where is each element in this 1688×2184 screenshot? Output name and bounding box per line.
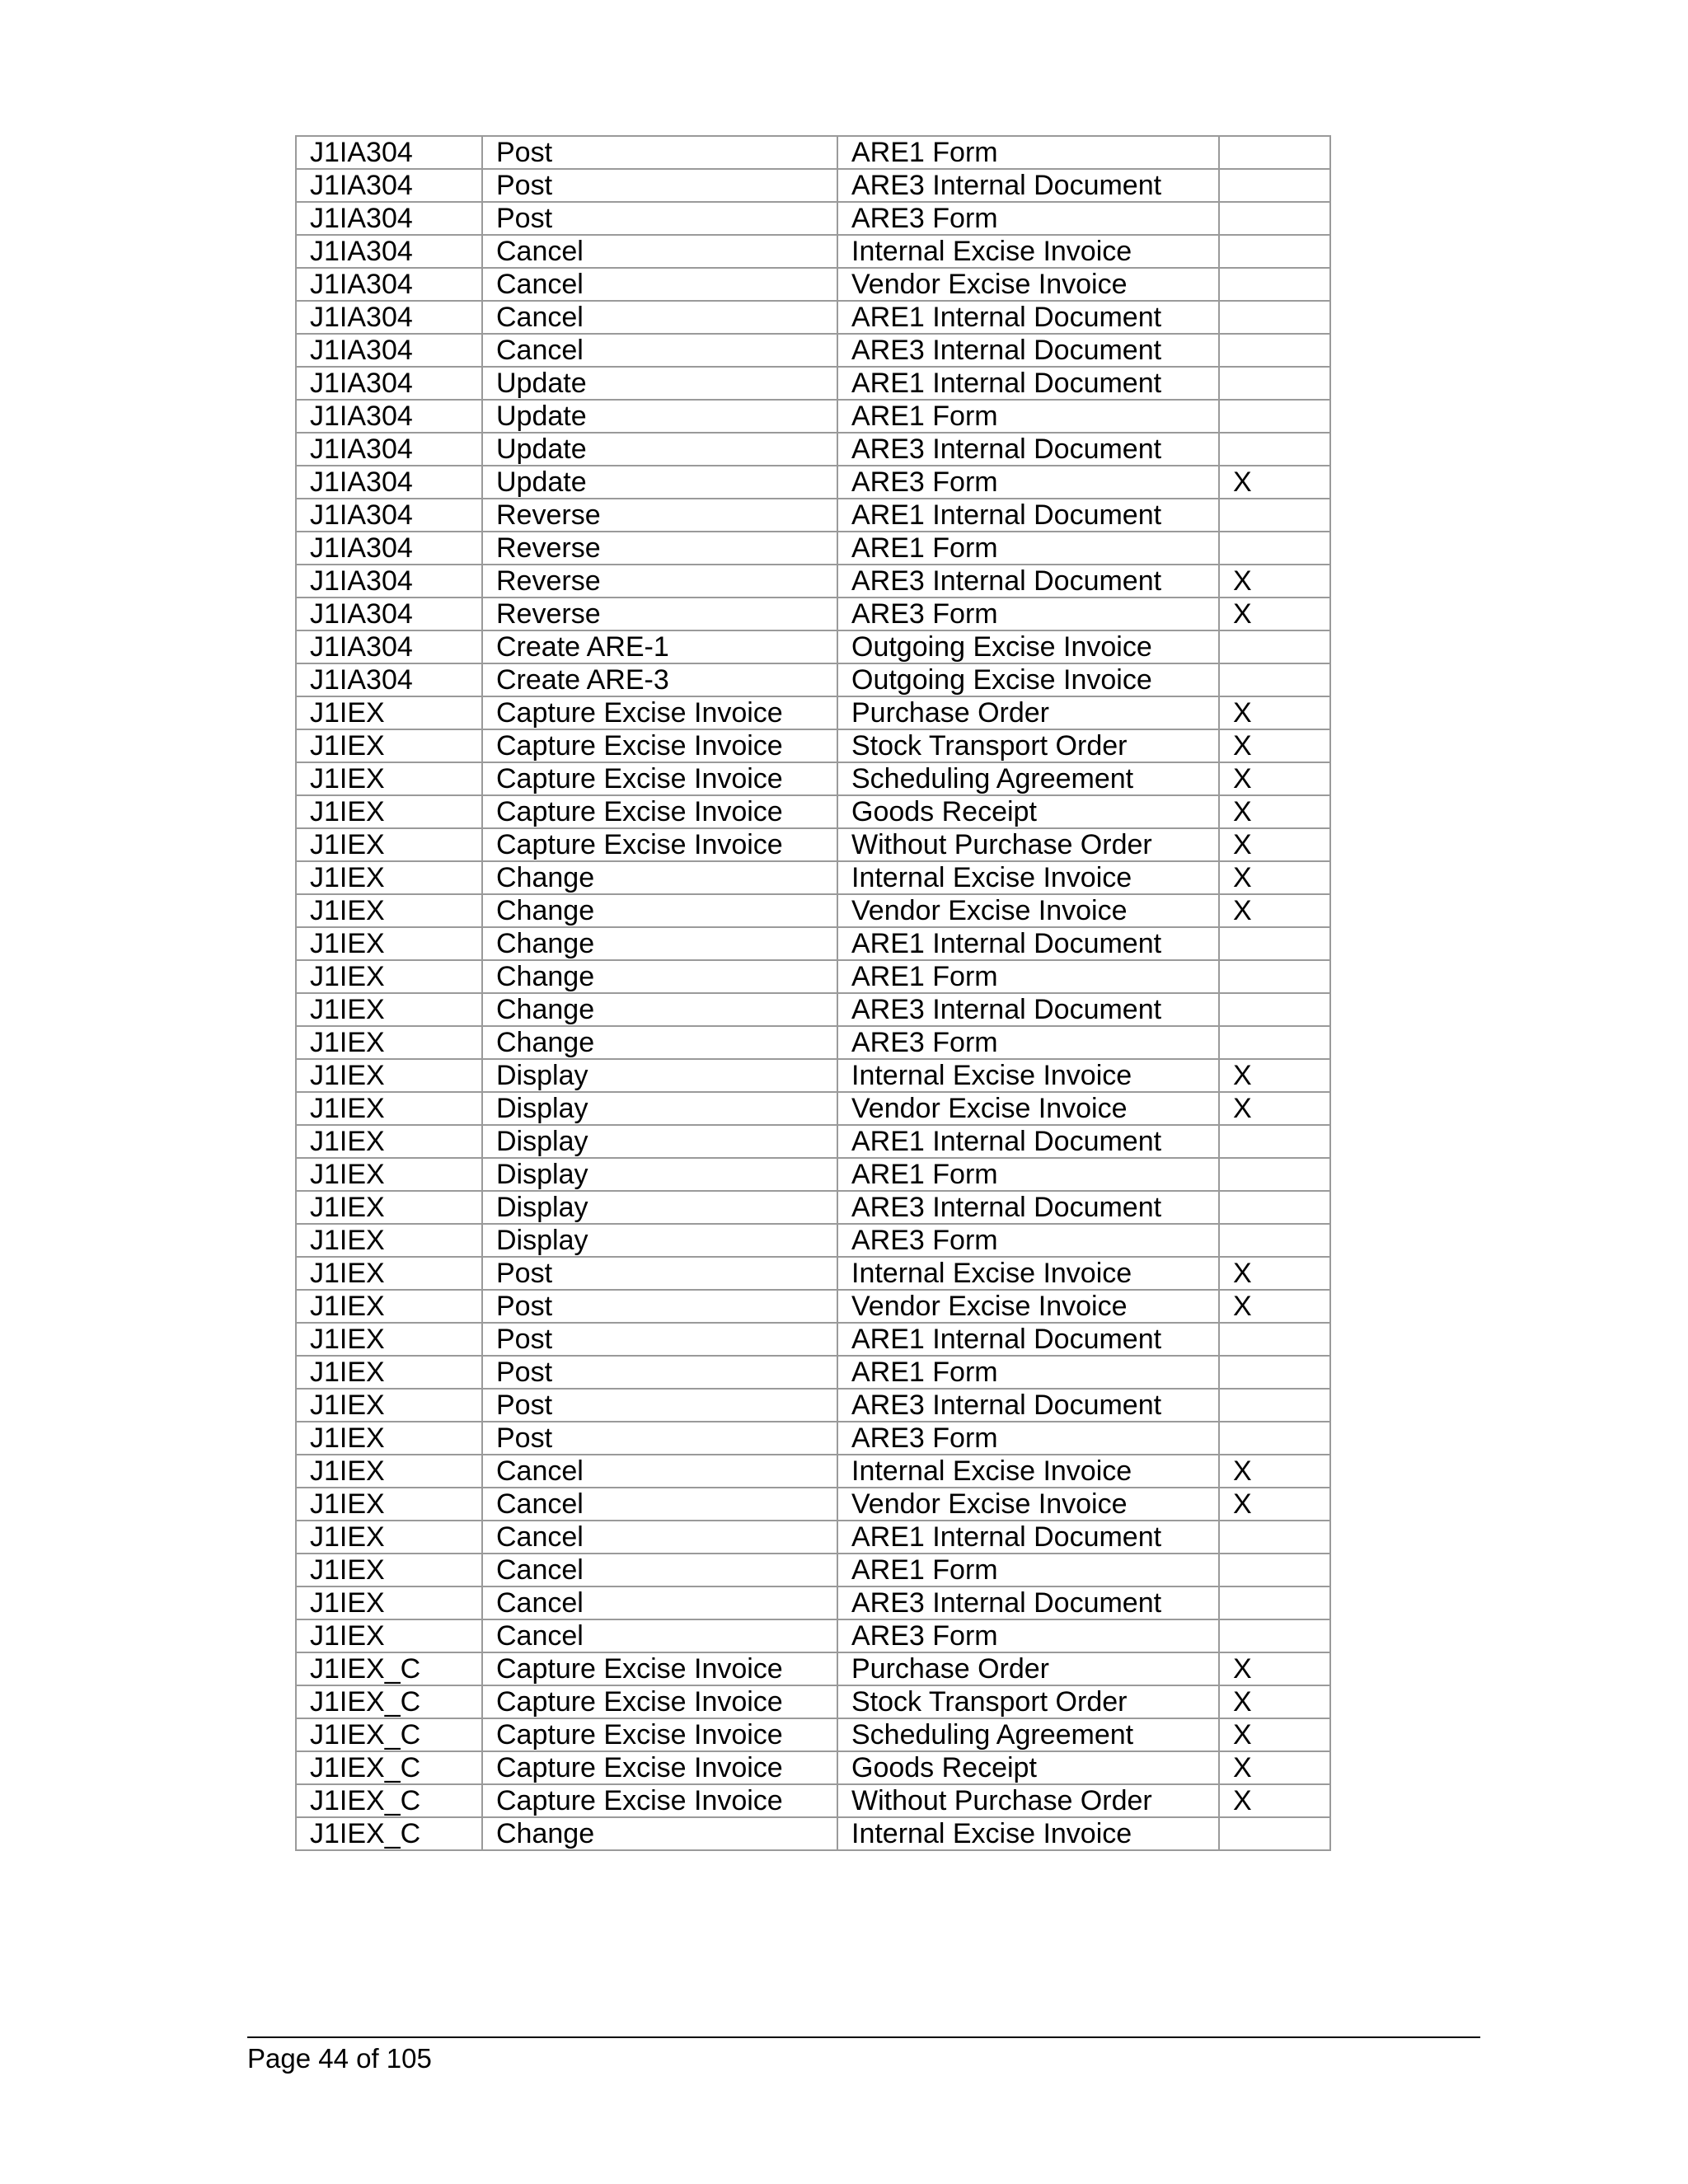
document-type-cell: ARE3 Internal Document [837,1586,1219,1619]
flag-cell: X [1219,1685,1330,1718]
transaction-code-cell: J1IA304 [296,367,482,400]
action-cell: Reverse [482,598,837,630]
action-cell: Capture Excise Invoice [482,795,837,828]
document-type-cell: Internal Excise Invoice [837,1257,1219,1290]
transaction-code-cell: J1IEX_C [296,1751,482,1784]
transaction-code-cell: J1IA304 [296,268,482,301]
transaction-code-cell: J1IEX [296,1290,482,1323]
document-type-cell: Vendor Excise Invoice [837,1488,1219,1521]
table-row [296,136,1330,169]
document-type-cell: Internal Excise Invoice [837,861,1219,894]
table-row [296,960,1330,993]
table-row [296,1356,1330,1389]
table-row [296,1257,1330,1290]
document-type-cell: ARE3 Form [837,1422,1219,1455]
document-type-cell: ARE3 Form [837,1619,1219,1652]
transaction-code-cell: J1IEX_C [296,1784,482,1817]
table-row [296,795,1330,828]
action-cell: Change [482,894,837,927]
flag-cell: X [1219,1257,1330,1290]
table-row [296,1026,1330,1059]
document-type-cell: ARE3 Internal Document [837,334,1219,367]
transaction-code-cell: J1IEX [296,1224,482,1257]
transaction-code-cell: J1IA304 [296,202,482,235]
flag-cell: X [1219,729,1330,762]
action-cell: Display [482,1191,837,1224]
table-row [296,630,1330,663]
document-type-cell: Stock Transport Order [837,729,1219,762]
document-type-cell: ARE1 Internal Document [837,927,1219,960]
flag-cell [1219,334,1330,367]
document-type-cell: ARE3 Form [837,1026,1219,1059]
table-row [296,1422,1330,1455]
flag-cell [1219,960,1330,993]
transaction-code-cell: J1IEX [296,1026,482,1059]
table-row [296,663,1330,696]
table-row [296,861,1330,894]
transaction-code-cell: J1IEX [296,1422,482,1455]
transaction-code-cell: J1IEX [296,1455,482,1488]
action-cell: Post [482,169,837,202]
document-type-cell: ARE3 Form [837,1224,1219,1257]
action-cell: Cancel [482,268,837,301]
flag-cell [1219,1158,1330,1191]
table-body [296,136,1330,1850]
flag-cell [1219,499,1330,532]
action-cell: Update [482,466,837,499]
transaction-code-cell: J1IA304 [296,630,482,663]
action-cell: Cancel [482,1554,837,1586]
document-type-cell: ARE1 Form [837,1356,1219,1389]
table-row [296,828,1330,861]
flag-cell [1219,1586,1330,1619]
transaction-code-cell: J1IEX [296,1389,482,1422]
table-row [296,1521,1330,1554]
transaction-code-cell: J1IA304 [296,334,482,367]
table-row [296,1455,1330,1488]
document-type-cell: Vendor Excise Invoice [837,268,1219,301]
action-cell: Post [482,1389,837,1422]
document-type-cell: ARE1 Form [837,136,1219,169]
flag-cell [1219,630,1330,663]
table-row [296,1059,1330,1092]
flag-cell: X [1219,762,1330,795]
table-row [296,1290,1330,1323]
table-row [296,598,1330,630]
document-type-cell: ARE1 Internal Document [837,1125,1219,1158]
document-type-cell: Stock Transport Order [837,1685,1219,1718]
action-cell: Capture Excise Invoice [482,696,837,729]
flag-cell: X [1219,795,1330,828]
action-cell: Cancel [482,1521,837,1554]
table-row [296,1488,1330,1521]
transaction-code-cell: J1IEX_C [296,1685,482,1718]
document-type-cell: Internal Excise Invoice [837,1455,1219,1488]
transaction-code-cell: J1IA304 [296,466,482,499]
action-cell: Update [482,433,837,466]
flag-cell: X [1219,1718,1330,1751]
table-row [296,202,1330,235]
flag-cell [1219,532,1330,565]
document-type-cell: ARE3 Internal Document [837,993,1219,1026]
transaction-code-cell: J1IEX [296,861,482,894]
transaction-code-cell: J1IEX [296,1356,482,1389]
transaction-code-cell: J1IEX [296,1257,482,1290]
transaction-code-cell: J1IEX [296,1554,482,1586]
document-type-cell: Scheduling Agreement [837,1718,1219,1751]
document-type-cell: ARE3 Form [837,598,1219,630]
table-row [296,1125,1330,1158]
action-cell: Reverse [482,565,837,598]
table-row [296,532,1330,565]
transaction-code-cell: J1IA304 [296,235,482,268]
flag-cell [1219,202,1330,235]
document-type-cell: ARE3 Internal Document [837,565,1219,598]
table-row [296,1389,1330,1422]
document-type-cell: Internal Excise Invoice [837,1059,1219,1092]
document-type-cell: Goods Receipt [837,1751,1219,1784]
table-row [296,1191,1330,1224]
flag-cell [1219,1619,1330,1652]
action-cell: Cancel [482,334,837,367]
transaction-code-cell: J1IEX [296,1191,482,1224]
transaction-code-cell: J1IA304 [296,301,482,334]
action-cell: Change [482,1026,837,1059]
flag-cell [1219,993,1330,1026]
transaction-code-cell: J1IA304 [296,663,482,696]
action-cell: Display [482,1059,837,1092]
flag-cell [1219,1323,1330,1356]
action-cell: Cancel [482,1586,837,1619]
action-cell: Post [482,1422,837,1455]
document-type-cell: Without Purchase Order [837,828,1219,861]
flag-cell: X [1219,1488,1330,1521]
action-cell: Post [482,1356,837,1389]
action-cell: Cancel [482,1619,837,1652]
flag-cell [1219,1356,1330,1389]
table-row [296,1092,1330,1125]
transaction-code-cell: J1IEX [296,1158,482,1191]
table-row [296,1685,1330,1718]
transaction-code-cell: J1IEX [296,1521,482,1554]
action-cell: Display [482,1224,837,1257]
transaction-code-cell: J1IEX_C [296,1718,482,1751]
document-type-cell: Purchase Order [837,696,1219,729]
footer-divider [247,2036,1480,2038]
document-type-cell: ARE1 Internal Document [837,1521,1219,1554]
action-cell: Post [482,1323,837,1356]
action-cell: Reverse [482,499,837,532]
document-type-cell: ARE1 Form [837,1158,1219,1191]
document-type-cell: ARE1 Internal Document [837,301,1219,334]
document-type-cell: ARE3 Form [837,466,1219,499]
table-row [296,235,1330,268]
table-row [296,433,1330,466]
table-row [296,1817,1330,1850]
action-cell: Change [482,861,837,894]
action-cell: Display [482,1158,837,1191]
table-row [296,400,1330,433]
transaction-code-cell: J1IEX [296,894,482,927]
table-row [296,301,1330,334]
table-row [296,1224,1330,1257]
transaction-code-cell: J1IEX [296,1125,482,1158]
flag-cell: X [1219,1455,1330,1488]
transaction-code-cell: J1IEX [296,1092,482,1125]
action-cell: Change [482,960,837,993]
action-cell: Post [482,202,837,235]
action-cell: Create ARE-3 [482,663,837,696]
action-cell: Post [482,1290,837,1323]
flag-cell [1219,268,1330,301]
table-row [296,169,1330,202]
flag-cell [1219,400,1330,433]
table-row [296,367,1330,400]
table-row [296,1323,1330,1356]
flag-cell: X [1219,828,1330,861]
action-cell: Display [482,1125,837,1158]
table-row [296,334,1330,367]
table-row [296,993,1330,1026]
table-row [296,927,1330,960]
action-cell: Capture Excise Invoice [482,1751,837,1784]
transaction-code-cell: J1IEX [296,1619,482,1652]
transaction-code-cell: J1IEX_C [296,1652,482,1685]
flag-cell [1219,367,1330,400]
action-cell: Cancel [482,1488,837,1521]
document-type-cell: Outgoing Excise Invoice [837,663,1219,696]
flag-cell [1219,1389,1330,1422]
action-cell: Cancel [482,235,837,268]
action-cell: Change [482,927,837,960]
flag-cell: X [1219,1290,1330,1323]
transaction-code-cell: J1IA304 [296,169,482,202]
transaction-code-cell: J1IEX [296,795,482,828]
table-row [296,268,1330,301]
document-type-cell: Internal Excise Invoice [837,235,1219,268]
document-type-cell: Vendor Excise Invoice [837,894,1219,927]
transaction-code-cell: J1IEX [296,1488,482,1521]
action-cell: Update [482,367,837,400]
flag-cell: X [1219,894,1330,927]
table-row [296,466,1330,499]
action-cell: Post [482,1257,837,1290]
table-row [296,1718,1330,1751]
action-cell: Capture Excise Invoice [482,1718,837,1751]
table-row [296,1158,1330,1191]
action-cell: Capture Excise Invoice [482,1652,837,1685]
action-cell: Reverse [482,532,837,565]
action-cell: Update [482,400,837,433]
document-type-cell: ARE3 Form [837,202,1219,235]
page-number: Page 44 of 105 [247,2043,432,2074]
action-cell: Capture Excise Invoice [482,762,837,795]
document-type-cell: Scheduling Agreement [837,762,1219,795]
flag-cell: X [1219,466,1330,499]
table-row [296,1619,1330,1652]
flag-cell: X [1219,1059,1330,1092]
document-type-cell: ARE1 Form [837,532,1219,565]
flag-cell [1219,1521,1330,1554]
action-cell: Post [482,136,837,169]
action-cell: Capture Excise Invoice [482,1784,837,1817]
document-type-cell: ARE1 Form [837,400,1219,433]
table-row [296,762,1330,795]
transaction-code-cell: J1IA304 [296,433,482,466]
flag-cell [1219,1817,1330,1850]
document-type-cell: ARE3 Internal Document [837,433,1219,466]
flag-cell [1219,1554,1330,1586]
table-row [296,729,1330,762]
flag-cell: X [1219,1784,1330,1817]
flag-cell: X [1219,1092,1330,1125]
flag-cell: X [1219,861,1330,894]
action-cell: Display [482,1092,837,1125]
table-row [296,894,1330,927]
document-type-cell: ARE1 Form [837,960,1219,993]
document-type-cell: Purchase Order [837,1652,1219,1685]
document-type-cell: ARE1 Internal Document [837,1323,1219,1356]
table-row [296,1554,1330,1586]
transaction-code-cell: J1IA304 [296,400,482,433]
document-type-cell: Internal Excise Invoice [837,1817,1219,1850]
transaction-code-cell: J1IEX_C [296,1817,482,1850]
flag-cell [1219,927,1330,960]
flag-cell [1219,433,1330,466]
flag-cell [1219,136,1330,169]
flag-cell [1219,1422,1330,1455]
transaction-code-cell: J1IEX [296,993,482,1026]
flag-cell [1219,1224,1330,1257]
action-cell: Change [482,1817,837,1850]
document-type-cell: ARE3 Internal Document [837,169,1219,202]
action-cell: Cancel [482,301,837,334]
flag-cell: X [1219,696,1330,729]
transaction-code-cell: J1IEX [296,729,482,762]
table-row [296,499,1330,532]
flag-cell [1219,663,1330,696]
table-row [296,696,1330,729]
flag-cell: X [1219,598,1330,630]
action-cell: Capture Excise Invoice [482,729,837,762]
document-type-cell: Outgoing Excise Invoice [837,630,1219,663]
action-cell: Capture Excise Invoice [482,1685,837,1718]
transaction-code-cell: J1IA304 [296,565,482,598]
flag-cell [1219,235,1330,268]
flag-cell: X [1219,565,1330,598]
action-cell: Change [482,993,837,1026]
document-type-cell: ARE3 Internal Document [837,1191,1219,1224]
document-type-cell: ARE3 Internal Document [837,1389,1219,1422]
transaction-code-cell: J1IEX [296,1059,482,1092]
document-type-cell: Without Purchase Order [837,1784,1219,1817]
flag-cell [1219,1026,1330,1059]
transaction-code-cell: J1IEX [296,696,482,729]
flag-cell [1219,1191,1330,1224]
transaction-code-cell: J1IA304 [296,499,482,532]
table-row [296,1652,1330,1685]
transaction-code-cell: J1IEX [296,1323,482,1356]
transaction-code-cell: J1IA304 [296,136,482,169]
action-cell: Create ARE-1 [482,630,837,663]
table-row [296,1784,1330,1817]
transaction-code-cell: J1IEX [296,960,482,993]
transaction-code-cell: J1IA304 [296,598,482,630]
transaction-code-cell: J1IEX [296,927,482,960]
table-row [296,565,1330,598]
transaction-code-cell: J1IEX [296,762,482,795]
transaction-code-cell: J1IA304 [296,532,482,565]
table-row [296,1586,1330,1619]
action-cell: Capture Excise Invoice [482,828,837,861]
flag-cell [1219,301,1330,334]
flag-cell: X [1219,1652,1330,1685]
action-cell: Cancel [482,1455,837,1488]
document-type-cell: Goods Receipt [837,795,1219,828]
table-row [296,1751,1330,1784]
document-type-cell: ARE1 Internal Document [837,499,1219,532]
flag-cell [1219,1125,1330,1158]
transaction-code-cell: J1IEX [296,828,482,861]
document-type-cell: ARE1 Form [837,1554,1219,1586]
transaction-code-cell: J1IEX [296,1586,482,1619]
document-type-cell: Vendor Excise Invoice [837,1290,1219,1323]
flag-cell: X [1219,1751,1330,1784]
flag-cell [1219,169,1330,202]
document-type-cell: ARE1 Internal Document [837,367,1219,400]
document-type-cell: Vendor Excise Invoice [837,1092,1219,1125]
transaction-table [295,135,1331,1851]
